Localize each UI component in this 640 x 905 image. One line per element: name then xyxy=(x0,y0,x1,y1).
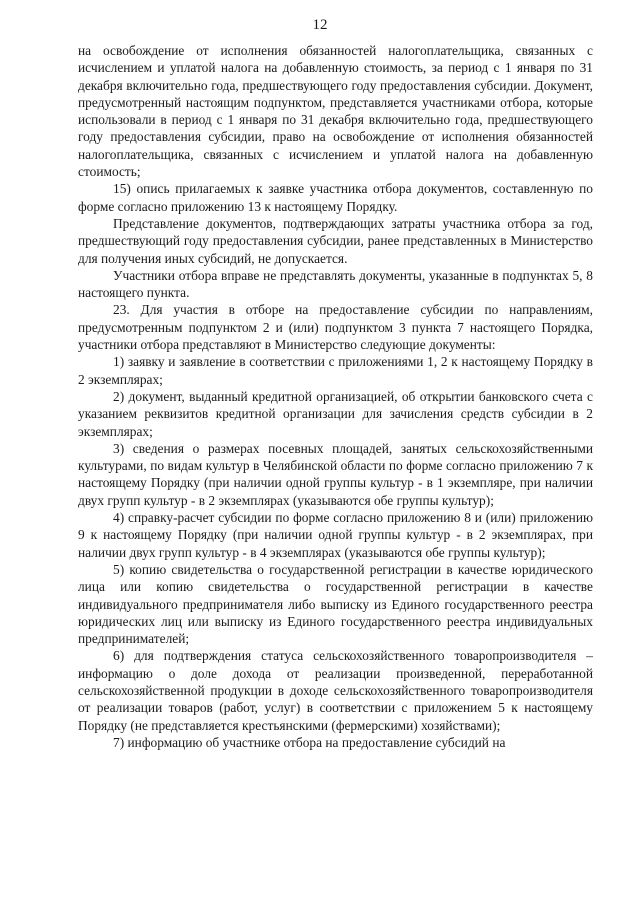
paragraph-item-4: 4) справку-расчет субсидии по форме согласно приложению 8 и (или) приложению 9 к настоящему Порядку (при наличии одной группы культур - в 2 экземплярах, при наличии двух групп культур - в 4 экземплярах (указываются обе группы культур); xyxy=(78,510,593,560)
document-body xyxy=(78,42,593,751)
paragraph-item-1: 1) заявку и заявление в соответствии с приложениями 1, 2 к настоящему Порядку в 2 экземплярах; xyxy=(78,354,593,387)
paragraph-participants-right: Участники отбора вправе не представлять документы, указанные в подпунктах 5, 8 настоящего пункта. xyxy=(78,267,593,301)
paragraph-item-6: 6) для подтверждения статуса сельскохозяйственного товаропроизводителя – информацию о доле дохода от реализации произведенной, переработанной сельскохозяйственной продукции в доходе сельскохозяйственного товаропроизводителя от реализации товаров (работ, услуг) в соответствии с приложением 5 к настоящему Порядку (не представляется крестьянскими (фермерскими) хозяйствами); xyxy=(78,648,593,733)
paragraph-continuation: на освобождение от исполнения обязанностей налогоплательщика, связанных с исчислением и уплатой налога на добавленную стоимость, за период с 1 января по 31 декабря включительно года, предшествующего году предоставления субсидии. Документ, предусмотренный настоящим подпунктом, представляется участниками отбора, которые использовали в период с 1 января по 31 декабря включительно года, предшествующего году предоставления субсидии, право на освобождение от исполнения обязанностей налогоплательщика, связанных с исчислением и уплатой налога на добавленную стоимость; xyxy=(78,43,593,180)
paragraph-item-3: 3) сведения о размерах посевных площадей, занятых сельскохозяйственными культурами, по видам культур в Челябинской области по форме согласно приложению 7 к настоящему Порядку (при наличии одной группы культур - в 1 экземпляре, при наличии двух групп культур - в 2 экземплярах (указываются обе группы культур); xyxy=(78,440,593,508)
paragraph-documents-restriction: Представление документов, подтверждающих затраты участника отбора за год, предшествующий году предоставления субсидии, ранее представленных в Министерство для получения иных субсидий, не допускается. xyxy=(78,215,593,266)
paragraph-item-5: 5) копию свидетельства о государственной регистрации в качестве юридического лица или копию свидетельства о государственной регистрации в качестве индивидуального предпринимателя либо выписку из Единого государственного реестра юридических лиц или выписку из Единого государственного реестра индивидуальных предпринимателей; xyxy=(78,561,593,647)
page-number: 12 xyxy=(312,17,328,33)
paragraph-item-15: 15) опись прилагаемых к заявке участника отбора документов, составленную по форме согласно приложению 13 к настоящему Порядку. xyxy=(78,181,593,214)
paragraph-item-2: 2) документ, выданный кредитной организацией, об открытии банковского счета с указанием реквизитов кредитной организации для зачисления средств субсидии в 2 экземплярах; xyxy=(78,388,593,439)
paragraph-clause-23: 23. Для участия в отборе на предоставление субсидии по направлениям, предусмотренным подпунктом 2 и (или) подпунктом 3 пункта 7 настоящего Порядка, участники отбора представляют в Министерство следующие документы: xyxy=(78,302,593,353)
paragraph-item-7: 7) информацию об участнике отбора на предоставление субсидий на xyxy=(113,734,506,750)
